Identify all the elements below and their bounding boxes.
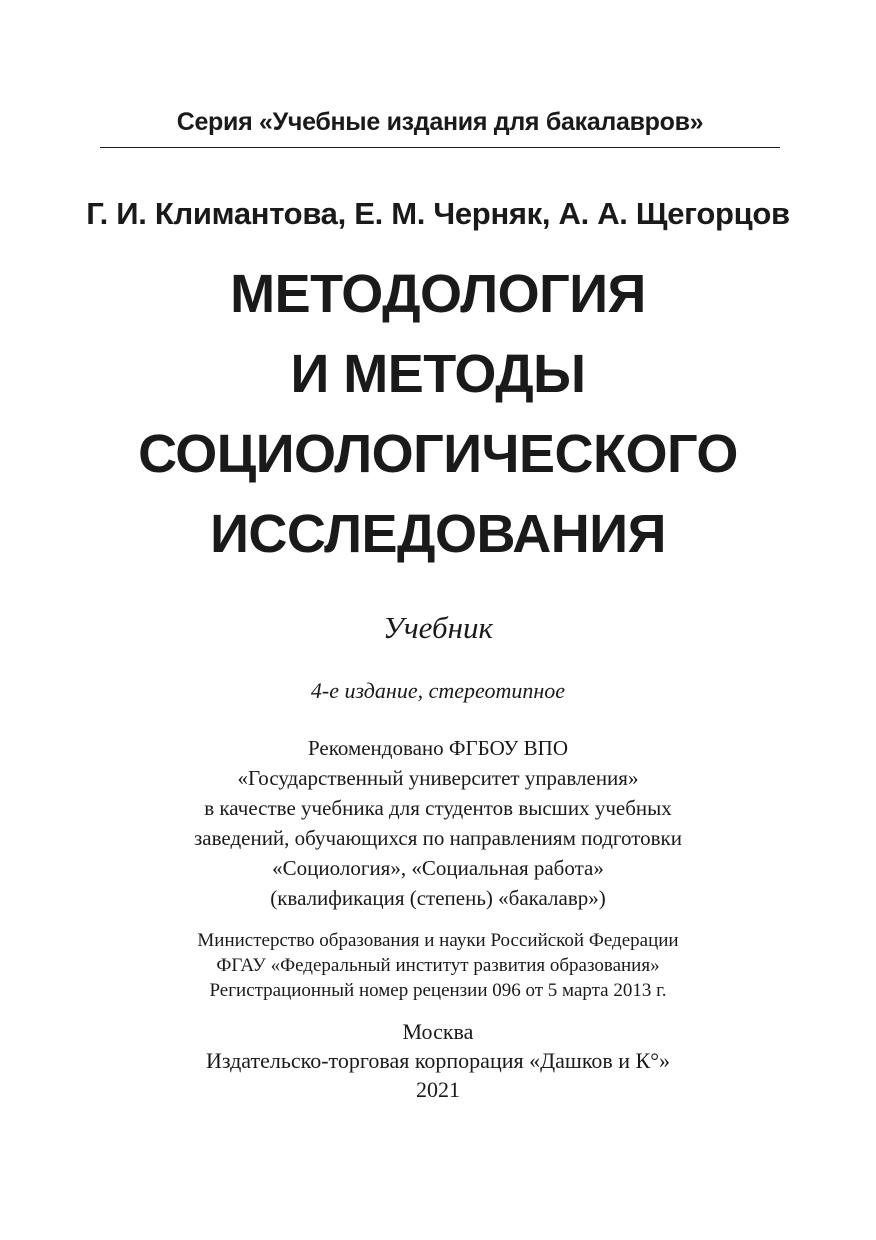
title-line-2: И МЕТОДЫ xyxy=(290,344,586,404)
book-type: Учебник xyxy=(383,610,493,645)
edition-note: 4-е издание, стереотипное xyxy=(310,678,566,703)
ministry-line-3: Регистрационный номер рецензии 096 от 5 марта 2013 г. xyxy=(209,980,667,1001)
ministry-block xyxy=(0,928,876,1003)
title-line-3: СОЦИОЛОГИЧЕСКОГО xyxy=(138,424,738,484)
authors: Г. И. Климантова, Е. М. Черняк, А. А. Щегорцов xyxy=(86,196,790,231)
title-line-4: ИССЛЕДОВАНИЯ xyxy=(210,504,666,564)
series-line: Серия «Учебные издания для бакалавров» xyxy=(176,108,704,136)
recommendation-line-4: заведений, обучающихся по направлениям подготовки xyxy=(194,826,682,850)
book-title xyxy=(0,254,876,574)
recommendation-line-6: (квалификация (степень) «бакалавр») xyxy=(270,886,606,910)
imprint-block xyxy=(0,1017,876,1104)
recommendation-line-1: Рекомендовано ФГБОУ ВПО xyxy=(307,736,569,760)
recommendation-block xyxy=(0,733,876,913)
series-divider xyxy=(100,147,780,148)
ministry-line-1: Министерство образования и науки Российской Федерации xyxy=(197,930,679,951)
recommendation-line-2: «Государственный университет управления» xyxy=(237,766,639,790)
title-line-1: МЕТОДОЛОГИЯ xyxy=(230,264,646,324)
recommendation-line-5: «Социология», «Социальная работа» xyxy=(272,856,604,880)
recommendation-line-3: в качестве учебника для студентов высших учебных xyxy=(204,796,672,820)
imprint-city: Москва xyxy=(402,1019,474,1044)
ministry-line-2: ФГАУ «Федеральный институт развития образования» xyxy=(216,955,660,976)
imprint-publisher: Издательско-торговая корпорация «Дашков и К°» xyxy=(205,1048,671,1073)
imprint-year: 2021 xyxy=(416,1077,460,1102)
